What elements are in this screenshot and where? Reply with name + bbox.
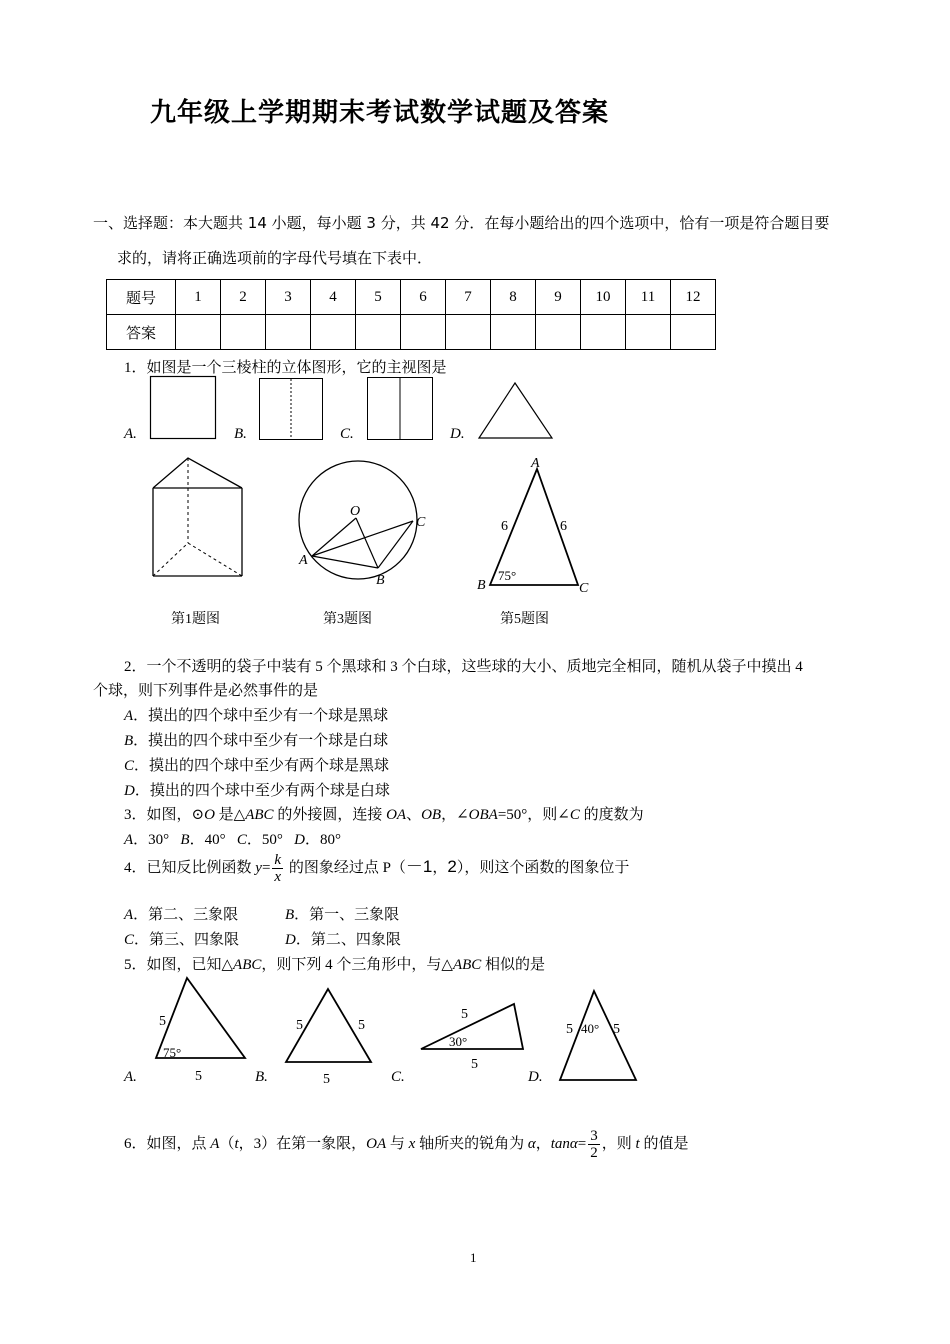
answer-cell[interactable] bbox=[221, 315, 266, 350]
q5-stem: 5．如图，已知△ABC，则下列 4 个三角形中，与△ABC 相似的是 bbox=[124, 957, 546, 973]
q1-option-d-triangle bbox=[477, 381, 555, 441]
q1-option-d-label: D. bbox=[450, 426, 465, 442]
fig5-caption: 第5题图 bbox=[500, 612, 549, 627]
q1-option-b-label: B. bbox=[234, 426, 247, 442]
fig5-angle: 75° bbox=[498, 568, 517, 583]
answer-cell[interactable] bbox=[311, 315, 356, 350]
q6-stem: 6．如图，点 A（t，3）在第一象限，OA 与 x 轴所夹的锐角为 α，tanα= $\frac{3}{2}$ ，则 t 的值是 bbox=[124, 1128, 689, 1161]
q5-c-side-top: 5 bbox=[461, 1007, 468, 1022]
q1-option-a-label: A. bbox=[124, 426, 137, 442]
q5-b-side-right: 5 bbox=[358, 1018, 365, 1033]
answer-cell[interactable] bbox=[446, 315, 491, 350]
fig3-label-o: O bbox=[350, 504, 361, 519]
q5-a-side-left: 5 bbox=[159, 1014, 166, 1029]
q1-option-c-rect-solid bbox=[367, 377, 435, 442]
q4-option-a: A．第二、三象限 bbox=[124, 907, 239, 923]
page-title: 九年级上学期期末考试数学试题及答案 bbox=[150, 98, 610, 127]
fig1-prism-diagram bbox=[150, 455, 246, 581]
q5-c-side-bottom: 5 bbox=[471, 1057, 478, 1072]
section-instruction-line1: 一、选择题：本大题共 14 小题，每小题 3 分，共 42 分．在每小题给出的四个选项中，恰有一项是符合题目要 bbox=[93, 214, 830, 232]
answer-table-header-row bbox=[107, 280, 716, 315]
q5-b-side-bottom: 5 bbox=[323, 1072, 330, 1087]
q5-d-side-right: 5 bbox=[613, 1022, 620, 1037]
q2-stem-line1: 2．一个不透明的袋子中装有 5 个黑球和 3 个白球，这些球的大小、质地完全相同，随机从袋子中摸出 4 bbox=[124, 659, 803, 675]
q1-option-a-square bbox=[150, 376, 218, 442]
q4-fraction: $\frac{k}{x}$ bbox=[274, 852, 282, 886]
q5-option-c-label: C. bbox=[391, 1069, 405, 1085]
fig3-label-c: C bbox=[416, 515, 426, 530]
q5-option-a-triangle bbox=[151, 975, 253, 1089]
q1-option-c-label: C. bbox=[340, 426, 354, 442]
q5-option-a-label: A. bbox=[124, 1069, 137, 1085]
q5-d-side-left: 5 bbox=[566, 1022, 573, 1037]
question-number-cell: 7 bbox=[446, 280, 491, 315]
answer-table-row1-label: 题号 bbox=[107, 280, 176, 315]
fig5-label-a: A bbox=[531, 456, 540, 471]
question-number-cell: 10 bbox=[581, 280, 626, 315]
fig3-label-b: B bbox=[376, 573, 385, 588]
answer-table bbox=[106, 279, 716, 350]
q1-stem: 1．如图是一个三棱柱的立体图形，它的主视图是 bbox=[124, 360, 447, 376]
question-number-cell: 5 bbox=[356, 280, 401, 315]
q1-option-b-rect-dashed bbox=[259, 378, 325, 442]
answer-cell[interactable] bbox=[176, 315, 221, 350]
q3-options: A．30° B．40° C．50° D．80° bbox=[124, 832, 341, 848]
answer-cell[interactable] bbox=[536, 315, 581, 350]
q4-stem: 4．已知反比例函数 y= $\frac{k}{x}$ 的图象经过点 P（－1，2），则这个函数的图象位于 bbox=[124, 852, 630, 886]
q2-option-c: C．摸出的四个球中至少有两个球是黑球 bbox=[124, 758, 390, 774]
answer-cell[interactable] bbox=[266, 315, 311, 350]
fig5-label-b: B bbox=[477, 578, 486, 593]
fig3-label-a: A bbox=[299, 553, 308, 568]
answer-cell[interactable] bbox=[581, 315, 626, 350]
question-number-cell: 4 bbox=[311, 280, 356, 315]
question-number-cell: 8 bbox=[491, 280, 536, 315]
q4-option-c: C．第三、四象限 bbox=[124, 932, 240, 948]
q2-stem-line2: 个球，则下列事件是必然事件的是 bbox=[93, 683, 319, 699]
q5-option-b-triangle bbox=[282, 985, 378, 1089]
q5-d-angle: 40° bbox=[581, 1021, 600, 1036]
question-number-cell: 1 bbox=[176, 280, 221, 315]
question-number-cell: 2 bbox=[221, 280, 266, 315]
question-number-cell: 12 bbox=[671, 280, 716, 315]
fig5-label-c: C bbox=[579, 581, 589, 596]
answer-table-row2-label: 答案 bbox=[107, 315, 176, 350]
q4-option-d: D．第二、四象限 bbox=[285, 932, 401, 948]
q3-stem: 3．如图，⊙O 是△ABC 的外接圆，连接 OA、OB，∠OBA=50°，则∠C 的度数为 bbox=[124, 807, 644, 823]
q5-option-d-label: D. bbox=[528, 1069, 543, 1085]
q5-option-c-triangle bbox=[419, 996, 529, 1076]
q5-c-angle: 30° bbox=[449, 1034, 468, 1049]
q2-option-b: B．摸出的四个球中至少有一个球是白球 bbox=[124, 733, 389, 749]
question-number-cell: 3 bbox=[266, 280, 311, 315]
question-number-cell: 6 bbox=[401, 280, 446, 315]
question-number-cell: 9 bbox=[536, 280, 581, 315]
fig1-caption: 第1题图 bbox=[171, 612, 220, 627]
q5-b-side-left: 5 bbox=[296, 1018, 303, 1033]
answer-cell[interactable] bbox=[401, 315, 446, 350]
q5-a-angle: 75° bbox=[163, 1045, 182, 1060]
q6-fraction: $\frac{3}{2}$ bbox=[590, 1128, 598, 1161]
fig3-circle-diagram bbox=[296, 458, 436, 590]
fig5-side-left: 6 bbox=[501, 519, 508, 534]
fig5-triangle-diagram bbox=[474, 455, 594, 597]
q5-a-side-bottom: 5 bbox=[195, 1069, 202, 1084]
answer-cell[interactable] bbox=[491, 315, 536, 350]
q2-option-a: A．摸出的四个球中至少有一个球是黑球 bbox=[124, 708, 389, 724]
fig3-caption: 第3题图 bbox=[323, 612, 372, 627]
page-number: 1 bbox=[470, 1250, 477, 1265]
fig5-side-right: 6 bbox=[560, 519, 567, 534]
section-instruction-line2: 求的，请将正确选项前的字母代号填在下表中． bbox=[117, 249, 433, 267]
answer-cell[interactable] bbox=[671, 315, 716, 350]
answer-cell[interactable] bbox=[356, 315, 401, 350]
q5-option-d-triangle bbox=[556, 988, 642, 1086]
q2-option-d: D．摸出的四个球中至少有两个球是白球 bbox=[124, 783, 390, 799]
answer-cell[interactable] bbox=[626, 315, 671, 350]
answer-table-answer-row bbox=[107, 315, 716, 350]
q4-option-b: B．第一、三象限 bbox=[285, 907, 400, 923]
question-number-cell: 11 bbox=[626, 280, 671, 315]
q5-option-b-label: B. bbox=[255, 1069, 268, 1085]
